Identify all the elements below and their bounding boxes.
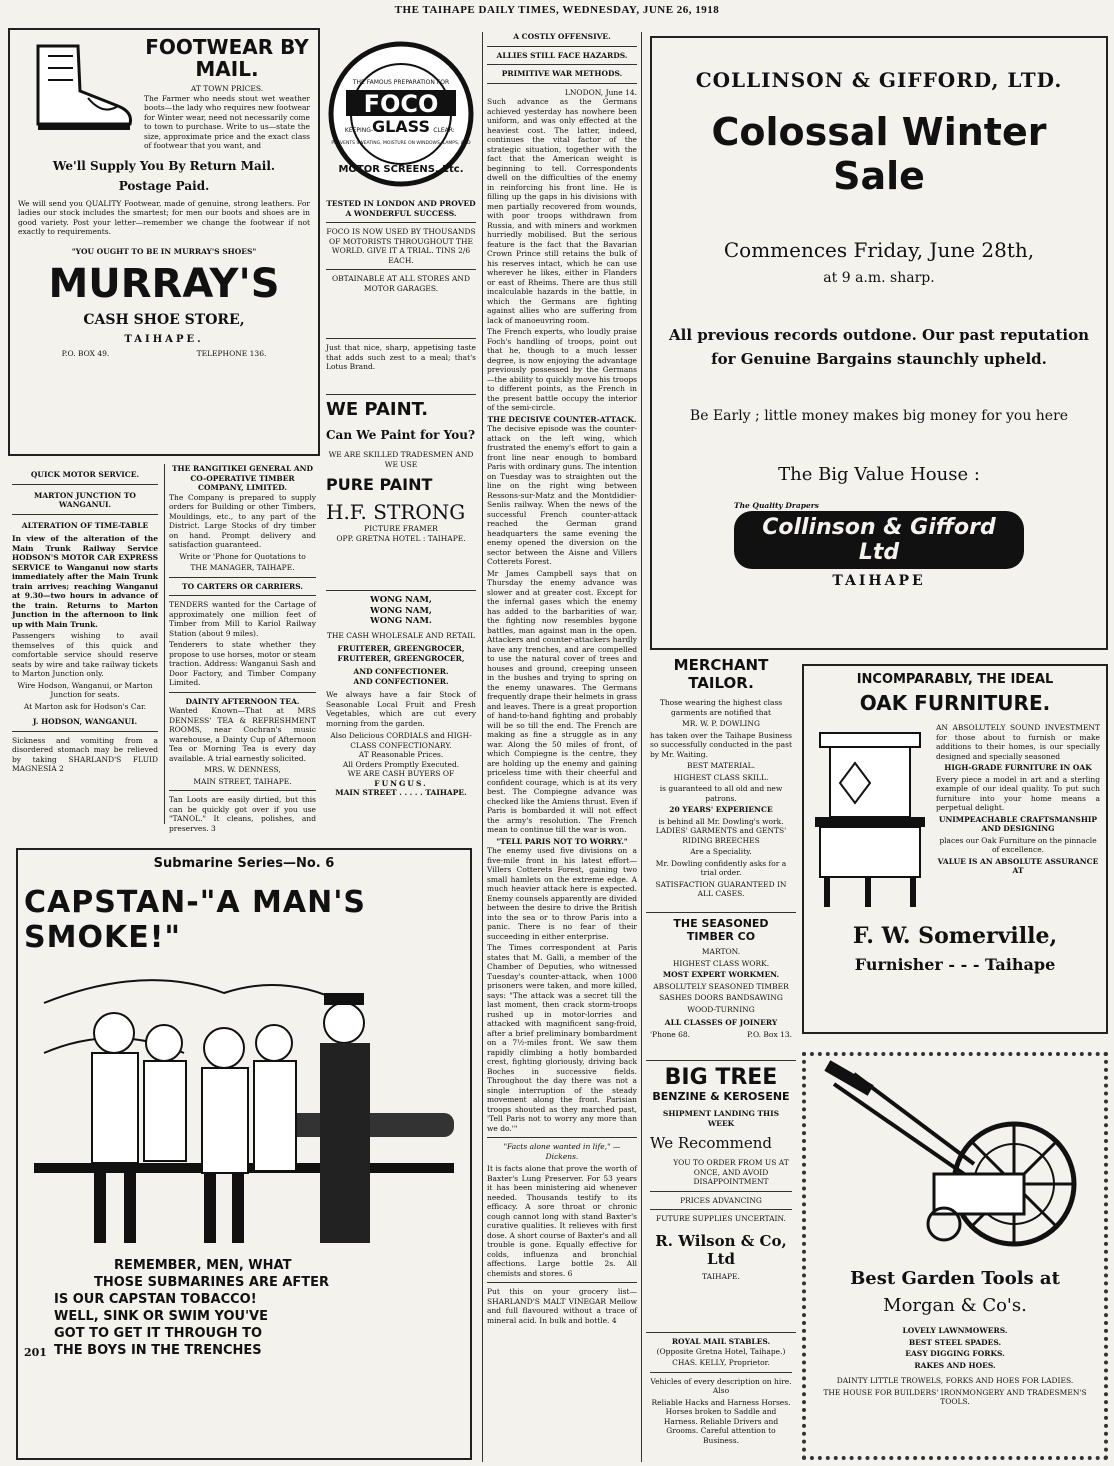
timber-advert bbox=[646, 912, 796, 1042]
strong-name: H.F. STRONG bbox=[326, 500, 466, 524]
tailor-name: MR. W. P. DOWLING bbox=[682, 719, 760, 728]
dainty-name: MRS. W. DENNESS, bbox=[204, 765, 281, 774]
capstan-series: Submarine Series—No. 6 bbox=[153, 856, 335, 871]
timber-l2: MOST EXPERT WORKMEN. bbox=[662, 970, 780, 979]
oak-advert bbox=[802, 664, 1108, 1034]
war-h3: PRIMITIVE WAR METHODS. bbox=[501, 69, 623, 78]
tailor-p6: 20 YEARS' EXPERIENCE bbox=[669, 805, 773, 814]
garden-l4: RAKES AND HOES. bbox=[914, 1360, 996, 1370]
garden-l5: DAINTY LITTLE TROWELS, FORKS AND HOES FOR LADIES. bbox=[836, 1376, 1074, 1385]
murray-store: CASH SHOE STORE, bbox=[83, 312, 245, 328]
tailor-p9: Mr. Dowling confidently asks for a trial order. bbox=[655, 858, 787, 877]
tanol-num: 3 bbox=[211, 823, 216, 833]
quick-p1: In view of the alteration of the Main Trunk Railway Service HODSON'S MOTOR CAR EXPRESS SERVICE to Wanganui now starts immediately after the Main Trunk train arrives; reaching Wanganui at 9.30—two hours in advance of the train. Returns to Marton Junction in the afternoon to link up with Main Trunk. bbox=[12, 534, 158, 629]
tailor-p8: Are a Speciality. bbox=[690, 847, 752, 856]
rangitikei-mgr: THE MANAGER, TAIHAPE. bbox=[190, 563, 295, 572]
quick-p3: Wire Hodson, Wanganui, or Marton Junction for seats. bbox=[17, 680, 153, 699]
murray-advert bbox=[8, 28, 320, 456]
lawnmower-illustration bbox=[814, 1064, 1096, 1254]
sharland-body: Put this on your grocery list—SHARLAND'S MALT VINEGAR Mellow and full flavoured without a trace of mineral acid. In bulk and bottle. bbox=[487, 1287, 637, 1325]
capstan-head: CAPSTAN-"A MAN'S SMOKE!" bbox=[24, 885, 367, 955]
foco-ring-bottom: MOTOR SCREENS, Etc. bbox=[338, 164, 464, 175]
murray-box: P.O. BOX 49. bbox=[61, 349, 110, 358]
capstan-cap4: WELL, SINK OR SWIM YOU'VE bbox=[54, 1309, 268, 1324]
bigtree-town: TAIHAPE. bbox=[702, 1271, 740, 1281]
timber-h: THE SEASONED TIMBER CO bbox=[673, 917, 769, 943]
war-h5: "TELL PARIS NOT TO WORRY." bbox=[496, 836, 628, 846]
garden-l3: EASY DIGGING FORKS. bbox=[905, 1349, 1005, 1358]
oak-p6: VALUE IS AN ABSOLUTE ASSURANCE AT bbox=[937, 856, 1099, 875]
garden-l2: BEST STEEL SPADES. bbox=[908, 1337, 1002, 1347]
collinson-advert bbox=[650, 36, 1108, 650]
wongnam-fungus: FUNGUS. bbox=[374, 778, 428, 788]
war-p6: The Times correspondent at Paris states that M. Galli, a member of the Chamber of Deputies, who witnessed Tuesday's counter-attack, when 1000 prisoners were taken, and more killed, says: "The attack was a secret till the last moment, then crack storm-troops rushed up in motor-lorries and attacked with magnificent sang-froid, after a brief preliminary bombardment on a 7½-miles front. We saw them rapidly climbing a hotly bombarded crest, fighting gloriously, driving back Boches in successive fields. Throughout the day there was not a single interruption of the steady movement along the front. Parisian troops shouted as they marched past, 'Tell Paris not to worry any more than we do.'" bbox=[487, 943, 637, 1133]
sailors-illustration bbox=[24, 963, 464, 1253]
collinson-records: All previous records outdone. Our past reputation bbox=[669, 326, 1089, 344]
baxter-quote: "Facts alone wanted in life," — Dickens. bbox=[503, 1142, 621, 1161]
murray-body: The Farmer who needs stout wet weather boots—the lady who requires new footwear for Winter wear, need not necessarily come to town to purchase. Write to us—state the size, approximate price and the exact class of footwear that you want, and bbox=[144, 93, 310, 150]
murray-town: TAIHAPE. bbox=[124, 334, 204, 345]
foco-logo bbox=[326, 32, 476, 197]
timber-l4: SASHES DOORS BANDSAWING bbox=[659, 993, 783, 1002]
murray-supply: We'll Supply You By Return Mail. bbox=[52, 158, 276, 173]
garden-h2: Morgan & Co's. bbox=[883, 1295, 1027, 1316]
tailor-p1: Those wearing the highest class garments are notified that bbox=[659, 698, 783, 717]
tailor-p2: has taken over the Taihape Business so successfully conducted in the past by Mr. Waiting. bbox=[650, 730, 792, 759]
foco-tested: TESTED IN LONDON AND PROVED A WONDERFUL SUCCESS. bbox=[326, 199, 476, 218]
tailor-h: MERCHANT TAILOR. bbox=[673, 656, 769, 692]
stables-p1: Vehicles of every description on hire. Also bbox=[650, 1376, 792, 1395]
wongnam-conf1: AND CONFECTIONER. bbox=[353, 667, 449, 676]
quick-p4: At Marton ask for Hodson's Car. bbox=[23, 701, 147, 711]
war-h1: A COSTLY OFFENSIVE. bbox=[513, 32, 611, 41]
timber-town: MARTON. bbox=[701, 947, 741, 956]
stables-h: ROYAL MAIL STABLES. bbox=[671, 1337, 771, 1346]
tanol-body: Tan Loots are easily dirtied, but this can be quickly got over if you use "TANOL." It cleans, polishes, and preserves. bbox=[169, 795, 316, 833]
quick-motor-advert bbox=[8, 464, 162, 824]
rangitikei-p2: Write or 'Phone for Quotations to bbox=[179, 551, 306, 561]
rangitikei-p3: TENDERS wanted for the Cartage of approximately one million feet of Timber from Mill to Kariol Railway Station (about 9 miles). bbox=[169, 600, 316, 638]
collinson-logo-town: TAIHAPE bbox=[832, 572, 926, 589]
foco-used: FOCO IS NOW USED BY THOUSANDS OF MOTORISTS THROUGHOUT THE WORLD. GIVE IT A TRIAL. TINS 2/6 EACH. bbox=[326, 227, 476, 265]
capstan-cap3: IS OUR CAPSTAN TOBACCO! bbox=[54, 1292, 257, 1307]
tailor-p3: BEST MATERIAL. bbox=[686, 761, 756, 770]
sideboard-illustration bbox=[810, 723, 930, 913]
oak-p5: places our Oak Furniture on the pinnacle of excellence. bbox=[939, 835, 1097, 854]
war-p5: The enemy used five divisions on a five-mile front in his latest effort—Villers Cotterets Forest, gaining two small hamlets on the extreme edge. A much heavier attack here is expected. Enemy counsels apparently are divided between the desire to drive the British into the sea or to throw Paris into a panic. There is no fear of their succeeding in either enterprise. bbox=[487, 846, 637, 941]
war-dateline: LNODON, June 14. bbox=[564, 87, 637, 97]
tailor-p10: SATISFACTION GUARANTEED IN ALL CASES. bbox=[655, 879, 787, 898]
foco-advert bbox=[326, 32, 476, 332]
foco-prevents: PREVENTS SWEATING, MOISTURE ON WINDOWS, LAMPS, AND bbox=[331, 141, 471, 146]
wongnam-body: We always have a fair Stock of Seasonable Local Fruit and Fresh Vegetables, which are cut every morning from the garden. bbox=[326, 690, 476, 728]
collinson-name: COLLINSON & GIFFORD, LTD. bbox=[695, 68, 1063, 92]
wongnam-advert bbox=[326, 590, 476, 845]
oak-h1: INCOMPARABLY, THE IDEAL bbox=[856, 672, 1054, 687]
murray-tel: TELEPHONE 136. bbox=[196, 349, 267, 358]
strong-advert bbox=[326, 394, 476, 584]
foco-glass: GLASS bbox=[371, 117, 431, 136]
stables-sub: (Opposite Gretna Hotel, Taihape.) bbox=[656, 1346, 786, 1356]
quick-name: J. HODSON, WANGANUI. bbox=[32, 717, 138, 726]
collinson-bargains: for Genuine Bargains staunchly upheld. bbox=[711, 350, 1047, 368]
collinson-sale: Colossal Winter Sale bbox=[711, 110, 1047, 198]
foco-clear: CLEAR: bbox=[433, 127, 455, 134]
war-p4: Mr James Campbell says that on Thursday the enemy advance was slower and at greater cost. Except for the infernal gases which the enemy has added to the barbarities of war, the fighting now resembles bygone battles, man against man in the open. Attackers and counter-attackers hardly have any trenches, and are compelled to use the natural cover of trees and houses and ground, creeping unseen in the bushes and trying to spring on the enemy unawares. The Germans frequently drape their helmets in grass and leaves. There is a great proportion of hand-to-hand fighting and probably will be so till the end. The French are making as fine a struggle as in any war. Along the 50 miles of front, of which Compiegne is the centre, they are holding up the enemy and gaining priceless time with their cheerful and confident courage, which is at its very best. The Compiegne advance was checked like the Amiens thrust. Even if Paris is bombarded it will not effect the army's resolution. The French mean to continue till the war is won. bbox=[487, 568, 637, 834]
dainty-h: DAINTY AFTERNOON TEA. bbox=[185, 696, 300, 706]
murray-quality: We will send you QUALITY Footwear, made of genuine, strong leathers. For ladies our stock includes the smartest; for men our boots and shoes are in good variety. Post your letter—remember we change the footwear if not exactly to requirements. bbox=[18, 198, 310, 236]
murray-name: MURRAY'S bbox=[48, 261, 280, 307]
timber-l3: ABSOLUTELY SEASONED TIMBER bbox=[653, 981, 789, 991]
war-h2: ALLIES STILL FACE HAZARDS. bbox=[496, 50, 628, 60]
foco-ring-top: THE FAMOUS PREPARATION FOR bbox=[352, 79, 450, 86]
murray-sub: AT TOWN PRICES. bbox=[190, 84, 264, 93]
bigtree-p2: PRICES ADVANCING bbox=[680, 1195, 762, 1205]
bigtree-name: R. Wilson & Co, Ltd bbox=[655, 1231, 787, 1268]
oak-p2: HIGH-GRADE FURNITURE IN OAK bbox=[944, 763, 1092, 772]
strong-framer: PICTURE FRAMER bbox=[364, 524, 438, 533]
stables-advert bbox=[646, 1332, 796, 1460]
quick-h2: MARTON JUNCTION TO WANGANUI. bbox=[34, 490, 136, 509]
murray-title-2: MAIL. bbox=[195, 57, 259, 81]
rangitikei-p1: The Company is prepared to supply orders for Building or other Timbers, Mouldings, etc., to any part of the District. Large Stocks of dry timber on hand. Prompt delivery and satisfaction guaranteed. bbox=[169, 492, 316, 549]
baxter-num: 6 bbox=[567, 1268, 573, 1278]
foco-keep: KEEPING- bbox=[344, 127, 374, 134]
war-p1: Such advance as the Germans achieved yesterday has nowhere been uniform, and was only effected at the heaviest cost. The latter, indeed, continues the vital factor of the strategic situation, together with the fact that the American weight is beginning to tell. Correspondents dwell on the difficulties of the enemy in reinforcing his front line. He is filling up the gaps in his divisions with men partially recovered from wounds, with poor troops withdrawn from Russia, and with miners and workmen hurriedly mobilised. But the serious feature is the fact that the Bavarian Crown Prince still retains the bulk of his reserves intact, which he can use wherever he likes, either in Flanders or east of Rheims. There are thus still incalculable hazards in the battle, in which the Germans are fighting against allies who are suffering from lack of manoeuvring room. bbox=[487, 97, 637, 325]
garden-h1: Best Garden Tools at bbox=[850, 1268, 1060, 1289]
capstan-cap6: THE BOYS IN THE TRENCHES bbox=[54, 1343, 262, 1358]
wongnam-cash: THE CASH WHOLESALE AND RETAIL bbox=[326, 630, 476, 640]
collinson-logo-top: The Quality Drapers bbox=[734, 501, 819, 510]
collinson-early: Be Early ; little money makes big money for you here bbox=[689, 408, 1069, 424]
sickness-num: 2 bbox=[59, 764, 64, 773]
bigtree-p3: FUTURE SUPPLIES UNCERTAIN. bbox=[656, 1214, 786, 1223]
capstan-cap1: REMEMBER, MEN, WHAT bbox=[114, 1258, 292, 1273]
capstan-cap2: THOSE SUBMARINES ARE AFTER bbox=[94, 1275, 330, 1290]
wongnam-cordials: Also Delicious CORDIALS and HIGH-CLASS CONFECTIONARY. bbox=[330, 731, 472, 750]
war-news-column bbox=[482, 32, 642, 1462]
tailor-p5: is guaranteed to all old and new patrons. bbox=[659, 784, 783, 803]
murray-slogan: "YOU OUGHT TO BE IN MURRAY'S SHOES" bbox=[71, 246, 257, 256]
garden-l6: THE HOUSE FOR BUILDERS' IRONMONGERY AND TRADESMEN'S TOOLS. bbox=[823, 1387, 1087, 1406]
sickness-body: Sickness and vomiting from a disordered stomach may be relieved by taking SHARLAND'S FLUID MAGNESIA bbox=[12, 735, 158, 773]
tailor-p4: HIGHEST CLASS SKILL. bbox=[673, 772, 769, 782]
capstan-num: 201 bbox=[24, 1346, 47, 1359]
tailor-advert bbox=[646, 656, 796, 898]
timber-l5: WOOD-TURNING bbox=[687, 1004, 755, 1014]
wongnam-n2: WONG NAM, bbox=[370, 605, 432, 616]
oak-p1: AN ABSOLUTELY SOUND INVESTMENT for those about to furnish or make additions to their homes, is our specially designed and specially seasoned bbox=[936, 723, 1100, 761]
garden-l1: LOVELY LAWNMOWERS. bbox=[902, 1326, 1008, 1335]
oak-p3: Every piece a model in art and a sterling example of our ideal quality. To put such furniture into your home means a perpetual delight. bbox=[936, 774, 1100, 812]
dainty-body: Wanted Known—That at MRS DENNESS' TEA & REFRESHMENT ROOMS, near Cochran's music warehouse, a Dainty Cup of Afternoon Tea or Morning Tea is every day available. A trial earnestly solicited. bbox=[169, 706, 316, 763]
bigtree-h2: BENZINE & KEROSENE bbox=[652, 1090, 790, 1103]
timber-l6: ALL CLASSES OF JOINERY bbox=[664, 1018, 778, 1027]
oak-h2: OAK FURNITURE. bbox=[859, 691, 1051, 715]
wongnam-prices: AT Reasonable Prices. bbox=[358, 750, 444, 759]
collinson-logo bbox=[734, 501, 1024, 589]
bigtree-h1: BIG TREE bbox=[664, 1065, 778, 1090]
stables-prop: CHAS. KELLY, Proprietor. bbox=[672, 1358, 770, 1367]
bigtree-advert bbox=[646, 1060, 796, 1325]
wongnam-fruit2: FRUITERER, GREENGROCER, bbox=[337, 653, 465, 663]
collinson-logo-name: Collinson & Gifford Ltd bbox=[734, 511, 1024, 569]
timber-box: P.O. Box 13. bbox=[747, 1029, 792, 1039]
wongnam-n1: WONG NAM, bbox=[370, 595, 432, 605]
oak-trade: Furnisher - - - Taihape bbox=[854, 955, 1056, 974]
rangitikei-h2: TO CARTERS OR CARRIERS. bbox=[181, 581, 304, 591]
timber-l1: HIGHEST CLASS WORK. bbox=[672, 958, 770, 968]
dainty-addr: MAIN STREET, TAIHAPE. bbox=[193, 776, 292, 786]
murray-postage: Postage Paid. bbox=[118, 178, 210, 193]
capstan-advert bbox=[16, 848, 472, 1460]
wongnam-n3: WONG NAM. bbox=[370, 616, 432, 626]
strong-addr: OPP. GRETNA HOTEL : TAIHAPE. bbox=[336, 533, 466, 543]
rangitikei-column bbox=[164, 464, 320, 833]
foco-obtain: OBTAINABLE AT ALL STORES AND MOTOR GARAGES. bbox=[331, 274, 471, 293]
wongnam-orders: All Orders Promptly Executed. bbox=[342, 759, 460, 769]
garden-advert bbox=[802, 1052, 1108, 1460]
capstan-cap5: GOT TO GET IT THROUGH TO bbox=[54, 1326, 263, 1341]
war-h4: THE DECISIVE COUNTER-ATTACK. bbox=[487, 414, 637, 424]
bigtree-rec: We Recommend bbox=[650, 1134, 773, 1152]
murray-title-1: FOOTWEAR BY bbox=[145, 35, 309, 59]
quick-h1: QUICK MOTOR SERVICE. bbox=[30, 470, 140, 479]
rangitikei-p4: Tenderers to state whether they propose to use horses, motor or steam traction. Address: Wanganui Sash and Door Factory, and Timber Company Limited. bbox=[169, 640, 316, 687]
wongnam-street: MAIN STREET . . . . . TAIHAPE. bbox=[335, 788, 467, 797]
tailor-p7: is behind all Mr. Dowling's work. LADIES' GARMENTS and GENTS' RIDING BREECHES bbox=[655, 816, 787, 845]
quick-h3: ALTERATION OF TIME-TABLE bbox=[21, 520, 149, 530]
boot-icon bbox=[18, 36, 138, 136]
strong-h2: Can We Paint for You? bbox=[326, 428, 475, 442]
collinson-commences: Commences Friday, June 28th, bbox=[723, 238, 1035, 262]
baxter-body: It is facts alone that prove the worth of Baxter's Lung Preserver. For 53 years it has been ministering aid whenever needed. Thousands testify to its efficacy. A sore throat or chronic cough cannot long with stand Baxter's curative qualities. It relieves with first dose. A short course of Baxter's and all trouble is gone. Equally effective for colds, influenza and bronchial affections. Large bottle 2s. All chemists and stores. bbox=[487, 1164, 637, 1278]
sharland-num: 4 bbox=[611, 1315, 617, 1325]
lotus-notice: Just that nice, sharp, appetising taste that adds such zest to a meal; that's Lotus Brand. bbox=[326, 338, 476, 386]
collinson-time: at 9 a.m. sharp. bbox=[823, 270, 935, 286]
masthead: THE TAIHAPE DAILY TIMES, WEDNESDAY, JUNE 26, 1918 bbox=[394, 4, 720, 16]
collinson-bvh: The Big Value House : bbox=[778, 464, 980, 485]
bigtree-p1: YOU TO ORDER FROM US AT ONCE, AND AVOID DISAPPOINTMENT bbox=[673, 1158, 789, 1186]
foco-logo-text: FOCO bbox=[363, 90, 439, 118]
timber-phone: 'Phone 68. bbox=[650, 1029, 691, 1039]
oak-name: F. W. Somerville, bbox=[852, 923, 1058, 949]
oak-p4: UNIMPEACHABLE CRAFTSMANSHIP AND DESIGNING bbox=[938, 814, 1098, 833]
war-p2: The French experts, who loudly praise Foch's handling of troops, point out that he, though to a much lesser degree, is now enjoying the advantage previously possessed by the Germans—the ability to quickly move his troops to different points, as the French in the present battle occupy the interior of the semi-circle. bbox=[487, 327, 637, 412]
strong-h4: PURE PAINT bbox=[326, 475, 433, 494]
war-p3: The decisive episode was the counter-attack on the left wing, which frustrated the enemy's effort to gain a front line near enough to bombard Paris with ordinary guns. The intention on Tuesday was to straighten out the line on the right wing between Ressons-sur-Matz and the Montdidier-Senlis railway. When the news of the successful French counter-attack reached the German grand headquarters the same evening the enemy opened the diversion on the sector between the Aisne and Villers Cotterets Forest. bbox=[487, 424, 637, 566]
strong-h1: WE PAINT. bbox=[326, 399, 429, 420]
wongnam-conf2: AND CONFECTIONER. bbox=[353, 676, 449, 686]
rangitikei-h: THE RANGITIKEI GENERAL AND CO-OPERATIVE TIMBER COMPANY, LIMITED. bbox=[171, 464, 314, 492]
bigtree-ship: SHIPMENT LANDING THIS WEEK bbox=[662, 1109, 780, 1128]
strong-h3: WE ARE SKILLED TRADESMEN AND WE USE bbox=[328, 450, 474, 469]
wongnam-fruit1: FRUITERER, GREENGROCER, bbox=[337, 644, 465, 653]
stables-p2: Reliable Hacks and Harness Horses. Horses broken to Saddle and Harness. Reliable Drivers and Grooms. Careful attention to Business. bbox=[651, 1397, 791, 1445]
quick-p2: Passengers wishing to avail themselves of this quick and comfortable service should reserve seats by wire and take railway tickets to Marton Junction only. bbox=[12, 631, 158, 678]
wongnam-buyers: WE ARE CASH BUYERS OF bbox=[347, 769, 455, 778]
